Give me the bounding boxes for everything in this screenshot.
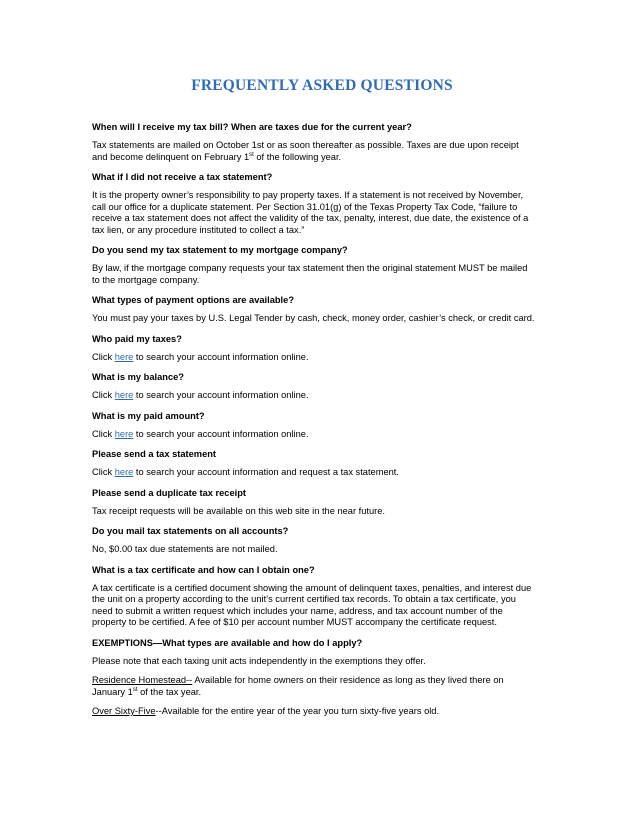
answer-line: No, $0.00 tax due statements are not mailed.	[92, 544, 278, 554]
faq-question-tax-bill: When will I receive my tax bill? When are taxes due for the current year?	[92, 122, 412, 132]
here-link-who-paid[interactable]: here	[114, 351, 134, 362]
answer-text: to search your account information and request a tax statement.	[133, 467, 399, 477]
faq-question-duplicate-receipt: Please send a duplicate tax receipt	[92, 487, 246, 498]
answer-line	[92, 706, 552, 718]
answer-line: You must pay your taxes by U.S. Legal Tender by cash, check, money order, cashier’s check, or credit card.	[92, 313, 535, 323]
faq-question-mail-all: Do you mail tax statements on all accounts?	[92, 526, 289, 536]
answer-line: A tax certificate is a certified document showing the amount of delinquent taxes, penalties, and interest due	[92, 582, 532, 593]
faq-question-tax-certificate: What is a tax certificate and how can I obtain one?	[92, 564, 315, 575]
answer-line: It is the property owner’s responsibility to pay property taxes. If a statement is not received by November,	[92, 190, 524, 200]
answer-text: Available for home owners on their residence as long as they lived there on	[192, 675, 504, 685]
answer-text: Click	[92, 390, 115, 400]
answer-text: of the following year.	[253, 151, 342, 162]
faq-answer-send-statement	[92, 467, 552, 479]
faq-answer-balance	[92, 390, 552, 402]
answer-line: the unit on a property according to the unit’s current certified tax records. To obtain a tax certificate, you	[92, 594, 516, 604]
answer-text: to search your account information online.	[133, 390, 309, 400]
answer-line: Tax statements are mailed on October 1st or as soon thereafter as possible. Taxes are due upon receipt	[92, 140, 519, 150]
answer-line	[92, 675, 552, 687]
answer-text: Click	[92, 467, 115, 477]
ordinal-suffix: st	[132, 686, 138, 693]
answer-line: Please note that each taxing unit acts independently in the exemptions they offer.	[92, 655, 426, 666]
here-link-paid-amount[interactable]: here	[114, 428, 134, 439]
faq-question-paid-amount: What is my paid amount?	[92, 410, 205, 421]
answer-text: to search your account information online.	[133, 428, 309, 439]
exemption-label: Residence Homestead--	[92, 675, 193, 685]
faq-answer-payment-options	[92, 313, 552, 325]
answer-line	[92, 390, 552, 402]
faq-answer-mortgage	[92, 263, 552, 286]
answer-text: --Available for the entire year of the year you turn sixty-five years old.	[155, 706, 440, 716]
answer-line: receive a tax statement does not affect the validity of the tax, penalty, interest, due date, the existence of a	[92, 213, 529, 223]
answer-text: of the tax year.	[137, 686, 202, 697]
faq-question-mortgage: Do you send my tax statement to my mortgage company?	[92, 245, 348, 255]
exemption-over-sixty-five	[92, 706, 552, 718]
faq-question-exemptions: EXEMPTIONS—What types are available and how do I apply?	[92, 637, 363, 648]
answer-line	[92, 352, 552, 364]
answer-text: to search your account information online.	[133, 351, 309, 362]
answer-line: need to submit a written request which includes your name, address, and tax account number of the	[92, 605, 503, 616]
ordinal-suffix: st	[249, 151, 254, 158]
exemption-residence-homestead	[92, 675, 552, 698]
faq-answer-no-statement	[92, 190, 552, 236]
answer-line: property to be certified. A fee of $10 per account number MUST accompany the certificate request.	[92, 617, 497, 627]
faq-answer-tax-bill	[92, 140, 552, 163]
faq-question-payment-options: What types of payment options are available?	[92, 295, 294, 305]
answer-text: January 1	[92, 686, 133, 697]
faq-answer-mail-all	[92, 544, 552, 556]
answer-line	[92, 467, 552, 479]
faq-answer-who-paid	[92, 352, 552, 364]
answer-line	[92, 152, 552, 164]
answer-line: to the mortgage company.	[92, 274, 200, 285]
faq-content	[92, 121, 552, 726]
answer-line: Tax receipt requests will be available on this web site in the near future.	[92, 505, 386, 516]
faq-answer-exemptions	[92, 656, 552, 668]
page-title: FREQUENTLY ASKED QUESTIONS	[191, 77, 453, 94]
answer-line	[92, 687, 552, 699]
faq-question-no-statement: What if I did not receive a tax statement?	[92, 172, 273, 182]
answer-line: call our office for a duplicate statement. Per Section 31.01(g) of the Texas Property Tax Code, “failure to	[92, 201, 518, 212]
answer-text: and become delinquent on February 1	[92, 151, 250, 162]
faq-question-send-statement: Please send a tax statement	[92, 449, 217, 459]
faq-answer-duplicate-receipt	[92, 506, 552, 518]
exemption-label: Over Sixty-Five	[92, 706, 156, 716]
answer-line: tax lien, or any procedure instituted to collect a tax.”	[92, 224, 305, 235]
here-link-balance[interactable]: here	[114, 390, 134, 400]
answer-line	[92, 429, 552, 441]
answer-line: By law, if the mortgage company requests your tax statement then the original statement MUST be mailed	[92, 263, 528, 273]
faq-question-balance: What is my balance?	[92, 372, 184, 382]
faq-answer-tax-certificate	[92, 583, 552, 629]
answer-text: Click	[92, 351, 115, 362]
answer-text: Click	[92, 428, 115, 439]
here-link-send-statement[interactable]: here	[114, 467, 134, 477]
faq-question-who-paid: Who paid my taxes?	[92, 333, 182, 344]
faq-answer-paid-amount	[92, 429, 552, 441]
